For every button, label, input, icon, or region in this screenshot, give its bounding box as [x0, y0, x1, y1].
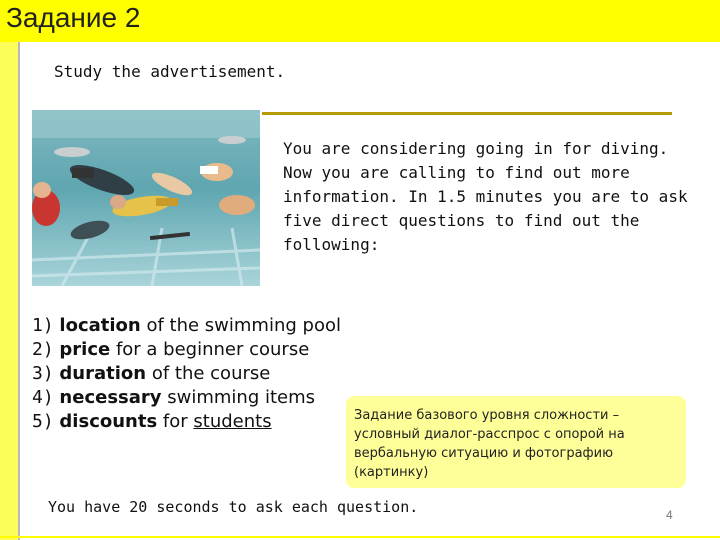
list-item-number: 1) — [32, 315, 54, 336]
list-item-number: 4) — [32, 387, 54, 408]
list-item-underlined: students — [193, 411, 272, 432]
list-item-text: for — [157, 411, 194, 432]
list-item-number: 5) — [32, 411, 54, 432]
questions-list — [32, 314, 341, 434]
note-heading: Задание базового уровня сложности – — [354, 408, 620, 423]
task-note-box — [346, 396, 686, 488]
left-divider-line — [18, 42, 20, 540]
bottom-rule — [0, 536, 720, 538]
list-item-keyword: duration — [59, 363, 147, 384]
list-item-text: of the swimming pool — [140, 315, 341, 336]
underwater-divers-photo — [32, 110, 260, 286]
list-item-number: 2) — [32, 339, 54, 360]
situation-paragraph: You are considering going in for diving. Now you are calling to find out more information. In 1.5 minutes you are to ask five direct questions to find out the following: — [283, 139, 688, 254]
list-item-text: swimming items — [161, 387, 316, 408]
list-item-number: 3) — [32, 363, 54, 384]
list-item-keyword: location — [59, 315, 141, 336]
note-body: условный диалог-расспрос с опорой на вербальную ситуацию и фотографию (картинку) — [354, 427, 625, 480]
list-item — [32, 314, 341, 338]
gold-rule — [262, 112, 672, 115]
list-item-keyword: discounts — [59, 411, 158, 432]
list-item-text: of the course — [146, 363, 271, 384]
slide-title: Задание 2 — [6, 2, 141, 33]
footer-text: You have 20 seconds to ask each question. — [48, 498, 419, 516]
list-item-keyword: necessary — [59, 387, 162, 408]
left-accent-stripe — [0, 42, 18, 540]
list-item-text: for a beginner course — [110, 339, 310, 360]
list-item — [32, 338, 341, 362]
list-item — [32, 362, 341, 386]
list-item — [32, 386, 341, 410]
list-item-keyword: price — [59, 339, 111, 360]
instruction-text: Study the advertisement. — [54, 62, 286, 81]
page-number: 4 — [666, 508, 673, 522]
list-item — [32, 410, 341, 434]
